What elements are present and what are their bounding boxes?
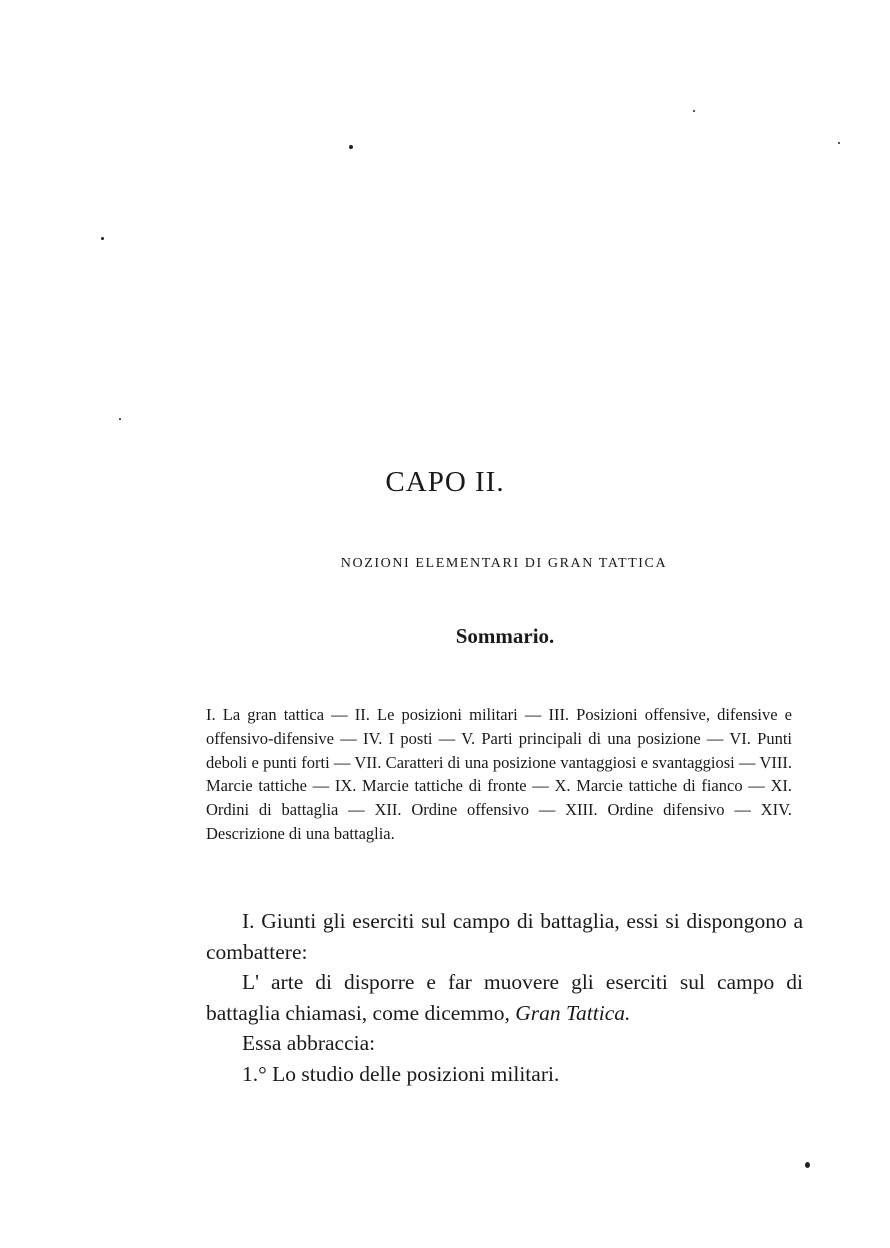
scan-speck bbox=[349, 145, 353, 149]
scan-speck bbox=[693, 110, 695, 112]
scan-speck bbox=[805, 1162, 810, 1168]
summary-text: I. La gran tattica — II. Le posizioni militari — III. Posizioni offensive, difensive e offensivo-difensive — IV. I posti — V. Parti principali di una posizione — VI. Punti deboli e punti forti — VII. Caratteri di una posizione vantaggiosi e svantaggiosi — VIII. Marcie tattiche — IX. Marcie tattiche di fronte — X. Marcie tattiche di fianco — XI. Ordini di battaglia — XII. Ordine offensivo — XIII. Ordine difensivo — XIV. Descrizione di una battaglia. bbox=[206, 705, 792, 843]
scan-speck bbox=[101, 237, 104, 240]
body-text bbox=[206, 906, 803, 1089]
scan-speck bbox=[119, 418, 121, 420]
paragraph: Essa abbraccia: bbox=[242, 1031, 376, 1055]
scan-speck bbox=[838, 142, 840, 144]
chapter-title: CAPO II. bbox=[385, 466, 505, 498]
paragraph bbox=[206, 967, 803, 1028]
paragraph: 1.° Lo studio delle posizioni militari. bbox=[242, 1061, 560, 1086]
italic-term: Gran Tattica. bbox=[515, 1000, 631, 1025]
summary-heading: Sommario. bbox=[455, 624, 555, 648]
paragraph: I. Giunti gli eserciti sul campo di battaglia, essi si dispongono a combattere: bbox=[206, 909, 803, 964]
paragraph-text: L' arte di disporre e far muovere gli eserciti sul campo di battaglia chiamasi, come dicemmo, bbox=[206, 970, 803, 1025]
chapter-subtitle: NOZIONI ELEMENTARI DI GRAN TATTICA bbox=[340, 556, 668, 571]
